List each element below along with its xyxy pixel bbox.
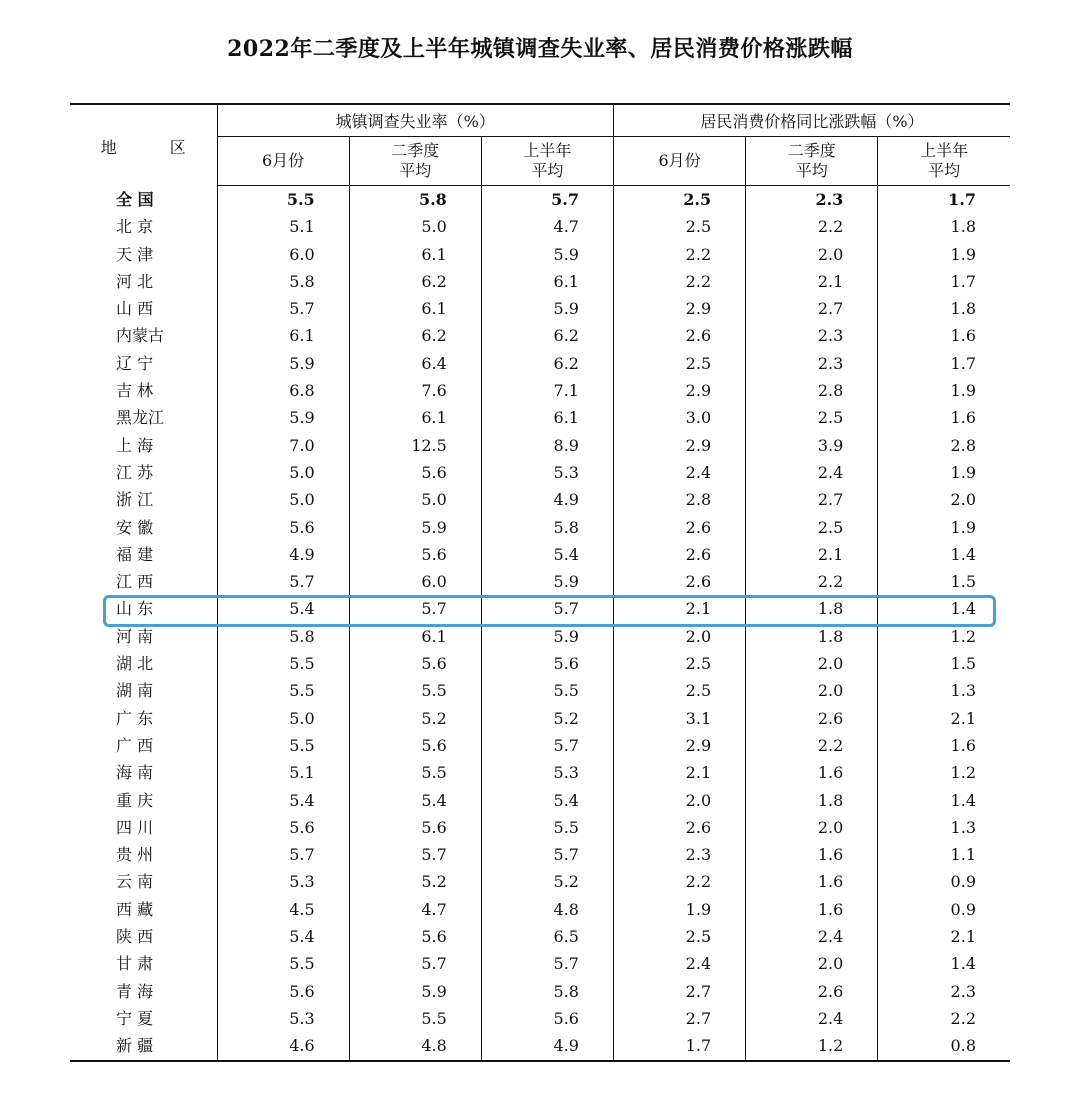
page-title: 2022年二季度及上半年城镇调查失业率、居民消费价格涨跌幅 xyxy=(227,36,853,62)
region-cell: 安 徽 xyxy=(116,517,154,537)
value-cell: 1.8 xyxy=(878,213,1010,240)
value-cell: 5.6 xyxy=(349,814,481,841)
value-cell: 2.5 xyxy=(746,514,878,541)
value-cell: 2.6 xyxy=(613,814,745,841)
table-row xyxy=(70,486,1010,513)
region-cell: 湖 北 xyxy=(116,654,154,674)
value-cell: 3.9 xyxy=(746,432,878,459)
value-cell: 2.7 xyxy=(746,486,878,513)
value-cell: 5.5 xyxy=(217,732,349,759)
value-cell: 1.7 xyxy=(878,186,1010,214)
region-cell: 内蒙古 xyxy=(116,326,165,346)
value-cell: 5.9 xyxy=(481,295,613,322)
region-cell: 浙 江 xyxy=(116,490,154,510)
value-cell: 2.4 xyxy=(746,459,878,486)
value-cell: 1.9 xyxy=(878,377,1010,404)
table-row xyxy=(70,950,1010,977)
value-cell: 1.1 xyxy=(878,841,1010,868)
value-cell: 2.7 xyxy=(746,295,878,322)
table-row xyxy=(70,350,1010,377)
value-cell: 2.4 xyxy=(746,1005,878,1032)
value-cell: 2.3 xyxy=(746,186,878,214)
table-row xyxy=(70,759,1010,786)
value-cell: 5.3 xyxy=(217,1005,349,1032)
value-cell: 5.8 xyxy=(217,268,349,295)
value-cell: 5.6 xyxy=(217,514,349,541)
value-cell: 1.6 xyxy=(746,868,878,895)
region-cell: 宁 夏 xyxy=(116,1008,154,1028)
value-cell: 2.3 xyxy=(746,322,878,349)
value-cell: 5.7 xyxy=(349,595,481,622)
region-cell: 上 海 xyxy=(116,435,154,455)
value-cell: 6.2 xyxy=(349,322,481,349)
value-cell: 2.5 xyxy=(613,923,745,950)
table-row xyxy=(70,896,1010,923)
value-cell: 1.4 xyxy=(878,541,1010,568)
value-cell: 5.3 xyxy=(481,759,613,786)
region-cell: 吉 林 xyxy=(116,381,154,401)
value-cell: 7.6 xyxy=(349,377,481,404)
col-header: 二季度 平均 xyxy=(746,137,878,186)
value-cell: 5.4 xyxy=(481,541,613,568)
table-row xyxy=(70,814,1010,841)
value-cell: 5.0 xyxy=(217,459,349,486)
value-cell: 5.0 xyxy=(349,486,481,513)
region-cell: 江 西 xyxy=(116,572,154,592)
value-cell: 5.7 xyxy=(481,841,613,868)
col-header: 上半年 平均 xyxy=(481,137,613,186)
value-cell: 5.5 xyxy=(481,814,613,841)
region-cell: 重 庆 xyxy=(116,790,154,810)
value-cell: 5.8 xyxy=(481,514,613,541)
region-cell: 天 津 xyxy=(116,244,154,264)
value-cell: 2.2 xyxy=(613,268,745,295)
value-cell: 2.1 xyxy=(878,923,1010,950)
table-row xyxy=(70,1005,1010,1032)
value-cell: 5.9 xyxy=(217,404,349,431)
value-cell: 5.1 xyxy=(217,213,349,240)
value-cell: 5.7 xyxy=(349,841,481,868)
value-cell: 2.0 xyxy=(746,241,878,268)
value-cell: 2.0 xyxy=(613,623,745,650)
value-cell: 2.5 xyxy=(613,186,745,214)
value-cell: 5.5 xyxy=(349,759,481,786)
region-cell: 广 东 xyxy=(116,708,154,728)
value-cell: 1.6 xyxy=(746,896,878,923)
value-cell: 0.9 xyxy=(878,868,1010,895)
value-cell: 5.4 xyxy=(349,787,481,814)
value-cell: 5.6 xyxy=(349,650,481,677)
value-cell: 1.5 xyxy=(878,568,1010,595)
region-cell: 贵 州 xyxy=(116,845,154,865)
value-cell: 2.0 xyxy=(878,486,1010,513)
table-row xyxy=(70,841,1010,868)
table-row xyxy=(70,705,1010,732)
table-row xyxy=(70,568,1010,595)
value-cell: 1.7 xyxy=(613,1032,745,1060)
value-cell: 5.9 xyxy=(349,978,481,1005)
value-cell: 4.9 xyxy=(217,541,349,568)
value-cell: 5.2 xyxy=(481,705,613,732)
value-cell: 5.6 xyxy=(481,650,613,677)
col-header: 6月份 xyxy=(217,137,349,186)
value-cell: 6.0 xyxy=(217,241,349,268)
value-cell: 5.6 xyxy=(349,459,481,486)
value-cell: 2.2 xyxy=(746,568,878,595)
value-cell: 1.5 xyxy=(878,650,1010,677)
table-row xyxy=(70,268,1010,295)
value-cell: 6.1 xyxy=(349,295,481,322)
value-cell: 2.1 xyxy=(613,759,745,786)
table-row xyxy=(70,1032,1010,1060)
value-cell: 5.4 xyxy=(217,595,349,622)
table-row xyxy=(70,186,1010,214)
table-row xyxy=(70,377,1010,404)
value-cell: 5.0 xyxy=(217,486,349,513)
value-cell: 1.4 xyxy=(878,950,1010,977)
value-cell: 1.8 xyxy=(878,295,1010,322)
table-header xyxy=(70,104,1010,186)
value-cell: 2.0 xyxy=(746,950,878,977)
value-cell: 1.6 xyxy=(746,759,878,786)
value-cell: 7.1 xyxy=(481,377,613,404)
value-cell: 2.1 xyxy=(746,268,878,295)
value-cell: 2.7 xyxy=(613,978,745,1005)
value-cell: 5.6 xyxy=(481,1005,613,1032)
value-cell: 6.1 xyxy=(349,241,481,268)
data-table xyxy=(70,103,1010,1062)
table-body xyxy=(70,186,1010,1061)
value-cell: 2.2 xyxy=(746,213,878,240)
region-cell: 全 国 xyxy=(116,189,154,209)
value-cell: 1.3 xyxy=(878,677,1010,704)
region-cell: 北 京 xyxy=(116,217,154,237)
value-cell: 4.6 xyxy=(217,1032,349,1060)
value-cell: 2.1 xyxy=(613,595,745,622)
value-cell: 2.0 xyxy=(613,787,745,814)
value-cell: 4.7 xyxy=(481,213,613,240)
value-cell: 0.8 xyxy=(878,1032,1010,1060)
value-cell: 1.6 xyxy=(878,732,1010,759)
value-cell: 2.8 xyxy=(613,486,745,513)
value-cell: 5.6 xyxy=(217,978,349,1005)
value-cell: 5.5 xyxy=(349,677,481,704)
table-row xyxy=(70,322,1010,349)
value-cell: 8.9 xyxy=(481,432,613,459)
value-cell: 2.5 xyxy=(613,350,745,377)
value-cell: 5.4 xyxy=(481,787,613,814)
region-cell: 四 川 xyxy=(116,817,154,837)
value-cell: 1.9 xyxy=(878,459,1010,486)
table-row xyxy=(70,404,1010,431)
region-cell: 福 建 xyxy=(116,544,154,564)
table-row xyxy=(70,459,1010,486)
value-cell: 1.4 xyxy=(878,787,1010,814)
value-cell: 2.8 xyxy=(878,432,1010,459)
table-row xyxy=(70,677,1010,704)
value-cell: 5.2 xyxy=(349,868,481,895)
value-cell: 2.9 xyxy=(613,732,745,759)
value-cell: 2.3 xyxy=(746,350,878,377)
value-cell: 5.5 xyxy=(349,1005,481,1032)
value-cell: 4.7 xyxy=(349,896,481,923)
value-cell: 1.2 xyxy=(878,623,1010,650)
table-row xyxy=(70,787,1010,814)
value-cell: 6.1 xyxy=(217,322,349,349)
value-cell: 3.0 xyxy=(613,404,745,431)
value-cell: 5.7 xyxy=(349,950,481,977)
table-row xyxy=(70,241,1010,268)
cpi-group-header: 居民消费价格同比涨跌幅（%） xyxy=(613,104,1010,137)
region-cell: 黑龙江 xyxy=(116,408,165,428)
value-cell: 5.1 xyxy=(217,759,349,786)
value-cell: 2.2 xyxy=(878,1005,1010,1032)
region-cell: 山 西 xyxy=(116,299,154,319)
region-cell: 河 北 xyxy=(116,271,154,291)
value-cell: 5.9 xyxy=(481,568,613,595)
value-cell: 5.0 xyxy=(217,705,349,732)
value-cell: 6.2 xyxy=(481,350,613,377)
value-cell: 2.3 xyxy=(878,978,1010,1005)
table-row xyxy=(70,295,1010,322)
value-cell: 2.6 xyxy=(746,705,878,732)
value-cell: 5.7 xyxy=(481,186,613,214)
value-cell: 5.5 xyxy=(217,950,349,977)
table-row xyxy=(70,595,1010,622)
value-cell: 5.7 xyxy=(217,568,349,595)
value-cell: 2.6 xyxy=(613,514,745,541)
value-cell: 2.0 xyxy=(746,650,878,677)
region-cell: 云 南 xyxy=(116,872,154,892)
value-cell: 5.7 xyxy=(217,295,349,322)
value-cell: 1.7 xyxy=(878,350,1010,377)
value-cell: 5.9 xyxy=(481,241,613,268)
region-cell: 广 西 xyxy=(116,735,154,755)
value-cell: 5.5 xyxy=(481,677,613,704)
value-cell: 6.8 xyxy=(217,377,349,404)
value-cell: 1.9 xyxy=(878,514,1010,541)
table-row xyxy=(70,432,1010,459)
value-cell: 1.6 xyxy=(746,841,878,868)
value-cell: 6.4 xyxy=(349,350,481,377)
value-cell: 6.2 xyxy=(349,268,481,295)
value-cell: 2.0 xyxy=(746,814,878,841)
value-cell: 5.5 xyxy=(217,186,349,214)
value-cell: 4.8 xyxy=(349,1032,481,1060)
value-cell: 5.8 xyxy=(349,186,481,214)
value-cell: 2.6 xyxy=(613,568,745,595)
value-cell: 4.9 xyxy=(481,1032,613,1060)
value-cell: 2.6 xyxy=(613,322,745,349)
value-cell: 5.3 xyxy=(481,459,613,486)
value-cell: 2.6 xyxy=(613,541,745,568)
value-cell: 2.2 xyxy=(613,868,745,895)
value-cell: 5.9 xyxy=(217,350,349,377)
value-cell: 5.6 xyxy=(217,814,349,841)
value-cell: 5.2 xyxy=(349,705,481,732)
value-cell: 1.8 xyxy=(746,623,878,650)
value-cell: 5.7 xyxy=(481,595,613,622)
col-header: 6月份 xyxy=(613,137,745,186)
col-header: 二季度 平均 xyxy=(349,137,481,186)
value-cell: 2.8 xyxy=(746,377,878,404)
value-cell: 1.6 xyxy=(878,404,1010,431)
value-cell: 2.4 xyxy=(746,923,878,950)
value-cell: 2.4 xyxy=(613,950,745,977)
region-cell: 辽 宁 xyxy=(116,353,154,373)
value-cell: 5.8 xyxy=(217,623,349,650)
value-cell: 5.2 xyxy=(481,868,613,895)
value-cell: 7.0 xyxy=(217,432,349,459)
value-cell: 6.1 xyxy=(481,268,613,295)
value-cell: 2.1 xyxy=(878,705,1010,732)
col-header: 上半年 平均 xyxy=(878,137,1010,186)
value-cell: 2.5 xyxy=(613,650,745,677)
table-row xyxy=(70,541,1010,568)
value-cell: 1.2 xyxy=(878,759,1010,786)
value-cell: 12.5 xyxy=(349,432,481,459)
value-cell: 2.6 xyxy=(746,978,878,1005)
value-cell: 2.0 xyxy=(746,677,878,704)
value-cell: 6.0 xyxy=(349,568,481,595)
table-row xyxy=(70,623,1010,650)
value-cell: 2.9 xyxy=(613,377,745,404)
value-cell: 2.5 xyxy=(613,677,745,704)
value-cell: 1.8 xyxy=(746,787,878,814)
region-cell: 山 东 xyxy=(116,599,154,619)
value-cell: 2.5 xyxy=(746,404,878,431)
value-cell: 1.3 xyxy=(878,814,1010,841)
value-cell: 5.5 xyxy=(217,650,349,677)
table-row xyxy=(70,514,1010,541)
value-cell: 1.2 xyxy=(746,1032,878,1060)
value-cell: 5.6 xyxy=(349,541,481,568)
region-cell: 江 苏 xyxy=(116,462,154,482)
region-cell: 西 藏 xyxy=(116,899,154,919)
region-cell: 甘 肃 xyxy=(116,954,154,974)
value-cell: 5.3 xyxy=(217,868,349,895)
value-cell: 5.5 xyxy=(217,677,349,704)
value-cell: 5.8 xyxy=(481,978,613,1005)
value-cell: 1.9 xyxy=(613,896,745,923)
value-cell: 5.9 xyxy=(481,623,613,650)
value-cell: 5.4 xyxy=(217,787,349,814)
value-cell: 2.2 xyxy=(746,732,878,759)
value-cell: 6.1 xyxy=(349,404,481,431)
table-row xyxy=(70,213,1010,240)
value-cell: 1.9 xyxy=(878,241,1010,268)
value-cell: 5.6 xyxy=(349,923,481,950)
region-header: 地 区 xyxy=(70,104,217,186)
value-cell: 1.4 xyxy=(878,595,1010,622)
region-cell: 河 南 xyxy=(116,626,154,646)
value-cell: 5.7 xyxy=(481,732,613,759)
region-cell: 青 海 xyxy=(116,981,154,1001)
value-cell: 6.2 xyxy=(481,322,613,349)
value-cell: 2.9 xyxy=(613,432,745,459)
value-cell: 2.4 xyxy=(613,459,745,486)
value-cell: 6.5 xyxy=(481,923,613,950)
table-row xyxy=(70,868,1010,895)
region-cell: 新 疆 xyxy=(70,1032,217,1060)
value-cell: 3.1 xyxy=(613,705,745,732)
region-cell: 陕 西 xyxy=(116,927,154,947)
value-cell: 2.1 xyxy=(746,541,878,568)
table-row xyxy=(70,732,1010,759)
value-cell: 1.8 xyxy=(746,595,878,622)
region-cell: 海 南 xyxy=(116,763,154,783)
value-cell: 2.5 xyxy=(613,213,745,240)
unemployment-group-header: 城镇调查失业率（%） xyxy=(217,104,613,137)
value-cell: 2.3 xyxy=(613,841,745,868)
value-cell: 5.0 xyxy=(349,213,481,240)
value-cell: 5.9 xyxy=(349,514,481,541)
value-cell: 5.6 xyxy=(349,732,481,759)
value-cell: 4.8 xyxy=(481,896,613,923)
table-row xyxy=(70,650,1010,677)
region-cell: 湖 南 xyxy=(116,681,154,701)
value-cell: 5.4 xyxy=(217,923,349,950)
value-cell: 4.5 xyxy=(217,896,349,923)
value-cell: 6.1 xyxy=(349,623,481,650)
value-cell: 0.9 xyxy=(878,896,1010,923)
value-cell: 2.9 xyxy=(613,295,745,322)
value-cell: 1.7 xyxy=(878,268,1010,295)
value-cell: 6.1 xyxy=(481,404,613,431)
table-row xyxy=(70,978,1010,1005)
value-cell: 5.7 xyxy=(481,950,613,977)
value-cell: 1.6 xyxy=(878,322,1010,349)
value-cell: 2.2 xyxy=(613,241,745,268)
value-cell: 5.7 xyxy=(217,841,349,868)
table-row xyxy=(70,923,1010,950)
value-cell: 2.7 xyxy=(613,1005,745,1032)
value-cell: 4.9 xyxy=(481,486,613,513)
